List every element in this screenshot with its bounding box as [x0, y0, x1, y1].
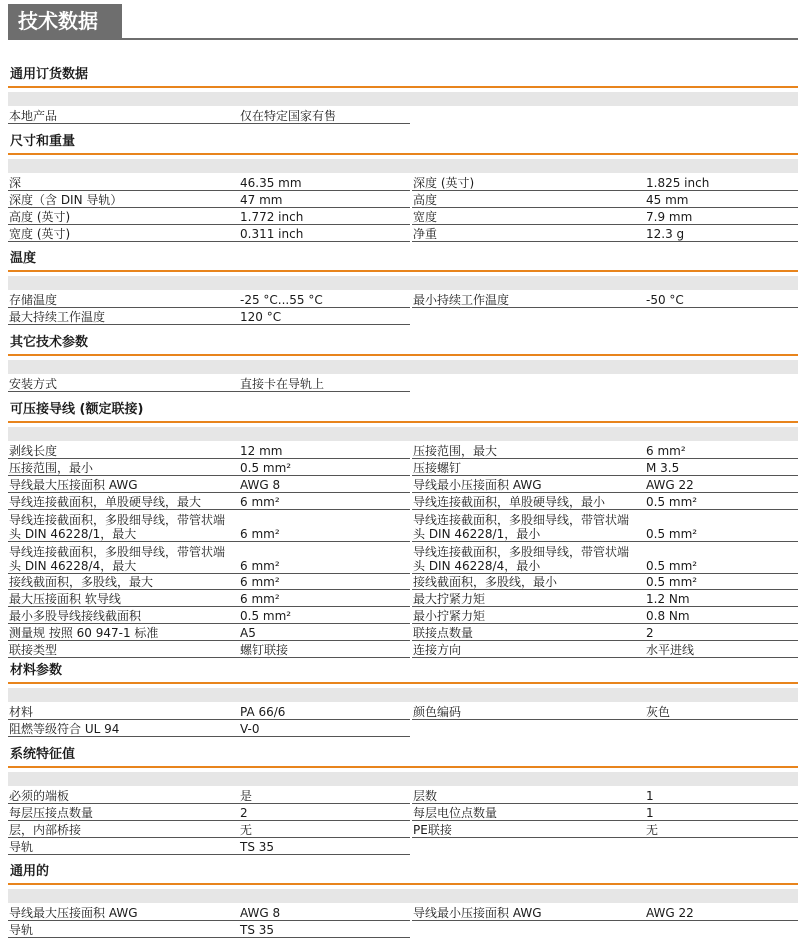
section-title: 通用的: [8, 861, 798, 885]
spec-label: 每层电位点数量: [412, 804, 644, 821]
spec-label: 导线连接截面积，多股细导线，带管状端 头 DIN 46228/4，最大: [8, 542, 238, 574]
section-title: 其它技术参数: [8, 332, 798, 356]
spec-row: [8, 821, 798, 838]
spec-label: 导线最大压接面积 AWG: [8, 476, 238, 493]
spec-row: [8, 641, 798, 658]
spec-label: 导轨: [8, 838, 238, 855]
spec-value: A5: [238, 624, 410, 641]
spec-section: [8, 660, 798, 737]
spec-label: 存储温度: [8, 292, 238, 308]
spec-value: TS 35: [238, 921, 410, 938]
spec-label: 压接范围，最大: [412, 443, 644, 459]
spec-value: [644, 921, 798, 938]
spec-section: [8, 332, 798, 392]
spec-label: 导线最小压接面积 AWG: [412, 476, 644, 493]
section-title: 尺寸和重量: [8, 131, 798, 155]
spec-value: 0.5 mm²: [644, 574, 798, 590]
spec-row: [8, 493, 798, 510]
spec-label: 导线连接截面积，多股细导线，带管状端 头 DIN 46228/4，最小: [412, 542, 644, 574]
spec-label: 最大压接面积 软导线: [8, 590, 238, 607]
spec-value: 12 mm: [238, 443, 410, 459]
spec-label: 最小持续工作温度: [412, 292, 644, 308]
spec-row: [8, 108, 798, 124]
section-band: [8, 276, 798, 290]
spec-row: [8, 574, 798, 590]
spec-label: 净重: [412, 225, 644, 242]
spec-value: PA 66/6: [238, 704, 410, 720]
spec-row: [8, 542, 798, 574]
spec-value: 6 mm²: [238, 542, 410, 574]
spec-label: 导线连接截面积，单股硬导线，最小: [412, 493, 644, 510]
section-title: 可压接导线 (额定联接): [8, 399, 798, 423]
spec-value: -25 °C...55 °C: [238, 292, 410, 308]
spec-row: [8, 720, 798, 737]
spec-value: 1: [644, 804, 798, 821]
spec-label: 连接方向: [412, 641, 644, 658]
spec-label: 安装方式: [8, 376, 238, 392]
spec-value: M 3.5: [644, 459, 798, 476]
spec-row: [8, 624, 798, 641]
spec-row: [8, 225, 798, 242]
spec-row: [8, 191, 798, 208]
spec-label: [412, 308, 644, 325]
spec-row: [8, 476, 798, 493]
spec-label: 深度 (英寸): [412, 175, 644, 191]
spec-value: 45 mm: [644, 191, 798, 208]
spec-label: 导线连接截面积，多股细导线，带管状端 头 DIN 46228/1，最小: [412, 510, 644, 542]
spec-label: [412, 838, 644, 855]
spec-value: 6 mm²: [238, 510, 410, 542]
spec-label: 高度: [412, 191, 644, 208]
spec-label: 本地产品: [8, 108, 238, 124]
section-band: [8, 688, 798, 702]
spec-label: 阻燃等级符合 UL 94: [8, 720, 238, 737]
spec-value: [644, 838, 798, 855]
spec-value: 1: [644, 788, 798, 804]
spec-value: 1.2 Nm: [644, 590, 798, 607]
spec-row: [8, 208, 798, 225]
spec-label: PE联接: [412, 821, 644, 838]
spec-row: [8, 607, 798, 624]
page-header: [8, 4, 798, 40]
spec-label: 压接范围，最小: [8, 459, 238, 476]
section-title: 温度: [8, 248, 798, 272]
spec-value: AWG 8: [238, 905, 410, 921]
spec-label: 宽度: [412, 208, 644, 225]
spec-label: 深: [8, 175, 238, 191]
spec-section: [8, 861, 798, 938]
spec-row: [8, 590, 798, 607]
spec-label: 导线连接截面积，多股细导线，带管状端 头 DIN 46228/1，最大: [8, 510, 238, 542]
spec-row: [8, 376, 798, 392]
spec-value: AWG 8: [238, 476, 410, 493]
spec-row: [8, 308, 798, 325]
spec-label: 接线截面积，多股线，最大: [8, 574, 238, 590]
spec-value: 6 mm²: [238, 574, 410, 590]
spec-label: 最大持续工作温度: [8, 308, 238, 325]
spec-section: [8, 248, 798, 325]
spec-value: 6 mm²: [238, 590, 410, 607]
spec-section: [8, 744, 798, 855]
spec-label: 最小多股导线接线截面积: [8, 607, 238, 624]
spec-label: 最小拧紧力矩: [412, 607, 644, 624]
spec-row: [8, 804, 798, 821]
spec-value: [644, 376, 798, 392]
section-title: 材料参数: [8, 660, 798, 684]
spec-label: 层，内部桥接: [8, 821, 238, 838]
spec-label: 接线截面积，多股线，最小: [412, 574, 644, 590]
page-title: 技术数据: [8, 4, 122, 38]
section-title: 通用订货数据: [8, 64, 798, 88]
spec-section: [8, 399, 798, 658]
section-band: [8, 427, 798, 441]
spec-value: 0.8 Nm: [644, 607, 798, 624]
spec-value: 1.772 inch: [238, 208, 410, 225]
spec-value: TS 35: [238, 838, 410, 855]
spec-row: [8, 905, 798, 921]
spec-value: 螺钉联接: [238, 641, 410, 658]
spec-label: 联接类型: [8, 641, 238, 658]
spec-label: 导轨: [8, 921, 238, 938]
spec-value: 6 mm²: [238, 493, 410, 510]
spec-value: [644, 308, 798, 325]
spec-value: 0.5 mm²: [644, 510, 798, 542]
spec-label: 深度（含 DIN 导轨）: [8, 191, 238, 208]
spec-value: [644, 720, 798, 737]
spec-label: [412, 108, 644, 124]
spec-value: 水平进线: [644, 641, 798, 658]
spec-label: 每层压接点数量: [8, 804, 238, 821]
spec-value: 7.9 mm: [644, 208, 798, 225]
spec-label: 材料: [8, 704, 238, 720]
spec-row: [8, 443, 798, 459]
spec-label: 宽度 (英寸): [8, 225, 238, 242]
spec-value: AWG 22: [644, 476, 798, 493]
spec-value: 6 mm²: [644, 443, 798, 459]
spec-value: 是: [238, 788, 410, 804]
spec-row: [8, 788, 798, 804]
spec-label: 联接点数量: [412, 624, 644, 641]
spec-label: 压接螺钉: [412, 459, 644, 476]
spec-value: 仅在特定国家有售: [238, 108, 410, 124]
spec-row: [8, 838, 798, 855]
spec-label: [412, 720, 644, 737]
spec-label: 最大拧紧力矩: [412, 590, 644, 607]
spec-value: AWG 22: [644, 905, 798, 921]
spec-row: [8, 459, 798, 476]
spec-label: 测量规 按照 60 947-1 标准: [8, 624, 238, 641]
section-band: [8, 159, 798, 173]
spec-value: 无: [238, 821, 410, 838]
spec-value: 47 mm: [238, 191, 410, 208]
spec-value: 12.3 g: [644, 225, 798, 242]
spec-label: 导线最大压接面积 AWG: [8, 905, 238, 921]
spec-value: 0.5 mm²: [238, 607, 410, 624]
spec-value: 灰色: [644, 704, 798, 720]
spec-label: [412, 921, 644, 938]
spec-value: 0.5 mm²: [238, 459, 410, 476]
spec-value: 120 °C: [238, 308, 410, 325]
spec-row: [8, 510, 798, 542]
spec-label: 导线最小压接面积 AWG: [412, 905, 644, 921]
spec-label: 剥线长度: [8, 443, 238, 459]
spec-label: 导线连接截面积，单股硬导线，最大: [8, 493, 238, 510]
spec-label: [412, 376, 644, 392]
section-band: [8, 889, 798, 903]
spec-value: 0.311 inch: [238, 225, 410, 242]
section-band: [8, 772, 798, 786]
spec-section: [8, 64, 798, 124]
spec-row: [8, 292, 798, 308]
section-title: 系统特征值: [8, 744, 798, 768]
spec-section: [8, 131, 798, 242]
section-band: [8, 92, 798, 106]
spec-value: 2: [644, 624, 798, 641]
spec-value: 0.5 mm²: [644, 542, 798, 574]
spec-label: 高度 (英寸): [8, 208, 238, 225]
spec-value: 1.825 inch: [644, 175, 798, 191]
spec-value: [644, 108, 798, 124]
spec-value: 无: [644, 821, 798, 838]
section-band: [8, 360, 798, 374]
spec-label: 颜色编码: [412, 704, 644, 720]
spec-label: 必须的端板: [8, 788, 238, 804]
spec-value: 2: [238, 804, 410, 821]
spec-value: 0.5 mm²: [644, 493, 798, 510]
spec-value: 直接卡在导轨上: [238, 376, 410, 392]
spec-value: 46.35 mm: [238, 175, 410, 191]
spec-row: [8, 921, 798, 938]
spec-label: 层数: [412, 788, 644, 804]
spec-row: [8, 704, 798, 720]
spec-value: V-0: [238, 720, 410, 737]
spec-value: -50 °C: [644, 292, 798, 308]
spec-row: [8, 175, 798, 191]
